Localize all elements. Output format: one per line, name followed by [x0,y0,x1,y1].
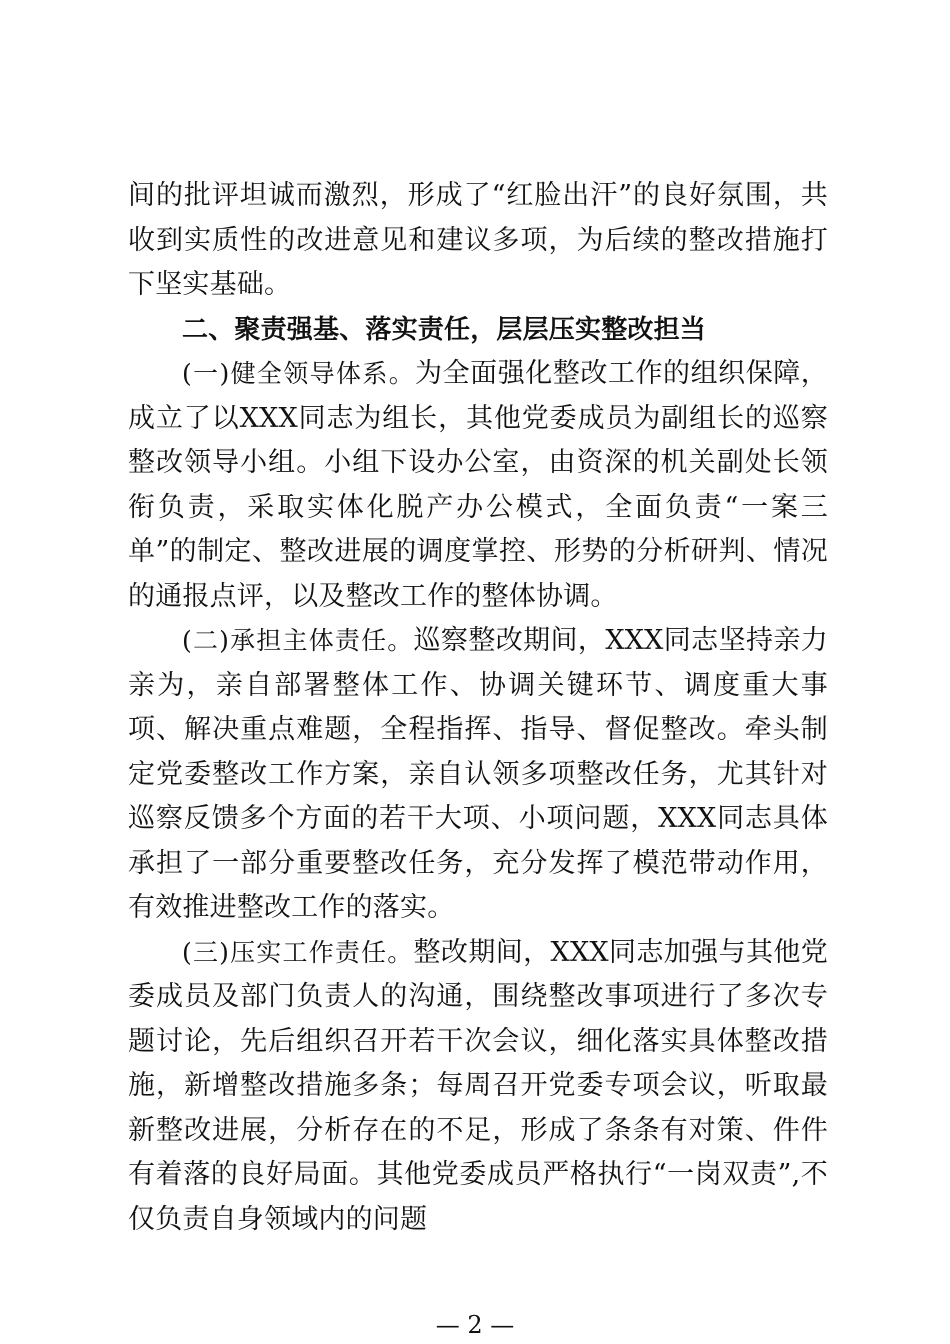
paragraph-text: 巡察整改期间，XXX同志坚持亲力亲为，亲自部署整体工作、协调关键环节、调度重大事项、解决重点难题，全程指挥、指导、督促整改。牵头制定党委整改工作方案，亲自认领多项整改任务，尤其针对巡察反馈多个方面的若干大项、小项问题，XXX同志具体承担了一部分重要整改任务，充分发挥了模范带动作用，有效推进整改工作的落实。 [128,625,828,923]
paragraph-item-1 [128,352,828,619]
item-lead: (三)压实工作责任。 [182,937,414,967]
section-heading [128,308,828,353]
paragraph-item-3 [128,931,828,1243]
paragraph-text: 为全面强化整改工作的组织保障，成立了以XXX同志为组长，其他党委成员为副组长的巡察整改领导小组。小组下设办公室，由资深的机关副处长领衔负责，采取实体化脱产办公模式，全面负责“一案三单”的制定、整改进展的调度掌控、形势的分析研判、情况的通报点评，以及整改工作的整体协调。 [128,358,828,612]
paragraph-text: 间的批评坦诚而激烈，形成了“红脸出汗”的良好氛围，共收到实质性的改进意见和建议多项，为后续的整改措施打下坚实基础。 [128,180,828,300]
paragraph-continuation [128,174,828,308]
item-lead: (二)承担主体责任。 [182,626,414,655]
page-number: — 2 — [435,1311,515,1339]
document-body [128,174,828,1242]
item-lead: (一)健全领导体系。 [182,359,416,388]
heading-text: 二、聚责强基、落实责任，层层压实整改担当 [182,314,707,345]
paragraph-text: 整改期间，XXX同志加强与其他党委成员及部门负责人的沟通，围绕整改事项进行了多次专题讨论，先后组织召开若干次会议，细化落实具体整改措施，新增整改措施多条；每周召开党委专项会议，听取最新整改进展，分析存在的不足，形成了条条有对策、件件有着落的良好局面。其他党委成员严格执行“一岗双责”,不仅负责自身领域内的问题 [128,936,828,1235]
paragraph-item-2 [128,619,828,931]
